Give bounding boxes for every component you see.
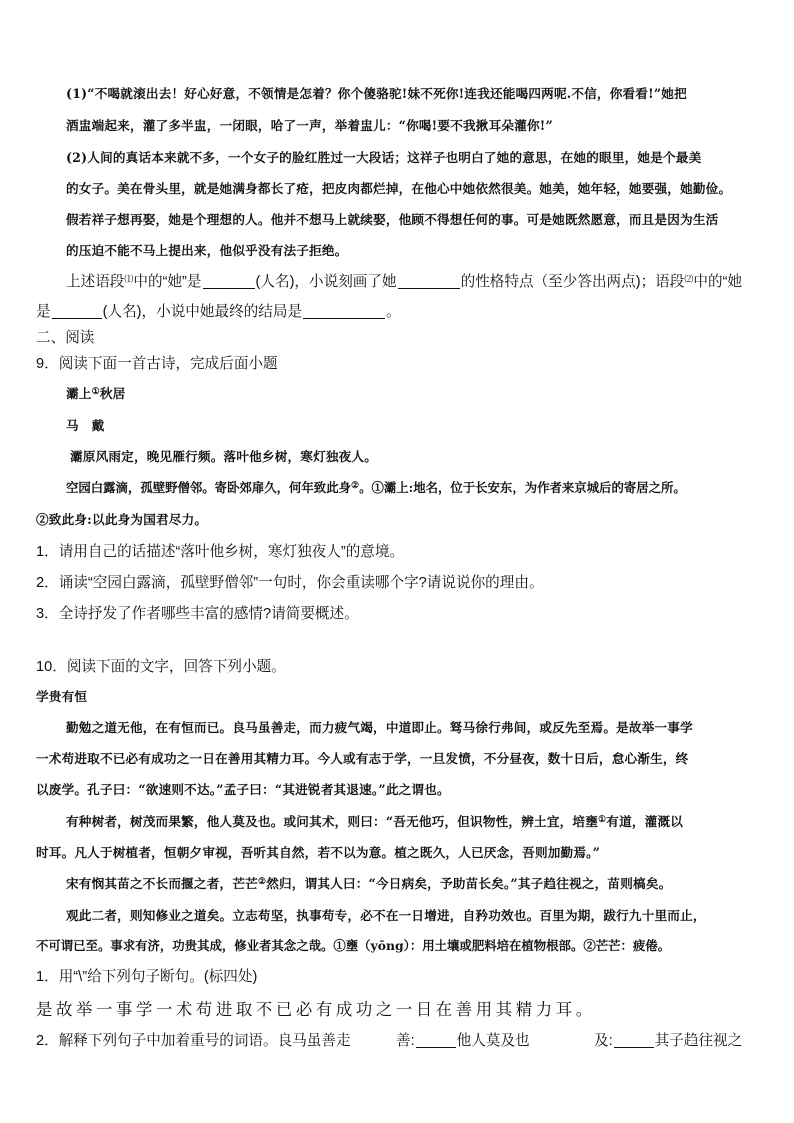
question-10-sub-1: 1．用“\”给下列句子断句。(标四处) xyxy=(36,969,258,985)
essay-line-7: 观此二者，则知修业之道矣。立志苟坚，执事苟专，必不在一日增进，自矜功效也。百里为期，跋行九十里而止， xyxy=(66,908,706,923)
footnote-ref: ② xyxy=(350,481,360,491)
punctuation-sentence: 是故举一事学一术苟进取不已必有成功之一日在善用其精力耳。 xyxy=(36,1000,596,1019)
question-8-text: (人名)，小说中她最终的结局是 xyxy=(102,304,303,320)
question-8-text: 上述语段 xyxy=(66,274,125,290)
question-8-text: 是 xyxy=(36,304,51,320)
answer-blank[interactable] xyxy=(52,304,102,319)
word-explain-ji xyxy=(594,1029,742,1050)
question-9-title: 9．阅读下面一首古诗，完成后面小题 xyxy=(36,356,278,372)
question-10-title: 10．阅读下面的文字，回答下列小题。 xyxy=(36,659,286,675)
question-8-text: (人名)，小说刻画了她 xyxy=(255,274,397,290)
passage-2-line-3: 假若祥子想再娶，她是个理想的人。他并不想马上就续娶，他顾不得想任何的事。可是她既然愿意，而且是因为生活 xyxy=(66,212,719,227)
poem-title-text: 秋居 xyxy=(99,386,126,401)
passage-2-line-2: 的女子。美在骨头里，就是她满身都长了疮，把皮肉都烂掉，在他心中她依然很美。她美，她年轻，她要强，她勤俭。 xyxy=(66,181,732,196)
question-8-text: 中的“她”是 xyxy=(133,274,202,290)
essay-title: 学贵有恒 xyxy=(36,689,88,704)
essay-line-4 xyxy=(66,811,683,830)
question-8-text: 中的“她 xyxy=(693,274,743,290)
section-title: 二、阅读 xyxy=(36,330,95,346)
word-explain-shan xyxy=(396,1029,530,1050)
word-context: 其子趋往视之 xyxy=(654,1033,743,1049)
paragraph-ref: ⑴ xyxy=(124,274,134,284)
question-9-sub-2: 2．诵读“空园白露滴，孤壁野僧邻”一句时，你会重读哪个字?请说说你的理由。 xyxy=(36,575,544,591)
poem-text: 。①灞上:地名，位于长安东，为作者来京城后的寄居之所。 xyxy=(359,480,686,495)
word-label: 及: xyxy=(594,1033,613,1049)
question-10-sub-2: 2．解释下列句子中加着重号的词语。良马虽善走 xyxy=(36,1033,351,1049)
question-8-line-2 xyxy=(36,300,401,321)
passage-1-line-2: 酒盅端起来，灌了多半盅，一闭眼，哈了一声，举着盅儿：“你喝!要不我揪耳朵灌你!” xyxy=(66,118,553,133)
essay-line-6 xyxy=(66,873,671,892)
footnote-ref: ① xyxy=(598,815,607,825)
footnote-ref: ② xyxy=(257,877,267,887)
question-8-text: 。 xyxy=(386,304,401,320)
essay-line-1: 勤勉之道无他，在有恒而已。良马虽善走，而力疲气竭，中道即止。驽马徐行弗间，或反先至焉。是故举一事学 xyxy=(66,720,693,735)
word-label: 善: xyxy=(396,1033,415,1049)
passage-2-line-1: (2)人间的真话本来就不多，一个女子的脸红胜过一大段话；这祥子也明白了她的意思，在她的眼里，她是个最美 xyxy=(66,150,702,165)
passage-1-line-1: (1)“不喝就滚出去！好心好意，不领情是怎着？你个傻骆驼!妹不死你!连我还能喝四两呢.不信，你看看!”她把 xyxy=(66,86,687,101)
essay-text: 宋有悯其苗之不长而揠之者，芒芒 xyxy=(66,876,258,891)
answer-blank[interactable] xyxy=(203,274,255,289)
poem-line-1: 灞原风雨定，晚见雁行频。落叶他乡树，寒灯独夜人。 xyxy=(70,449,378,464)
answer-blank[interactable] xyxy=(303,304,385,319)
essay-text: 有种树者，树茂而果繁，他人莫及也。或问其术，则曰：“吾无他巧，但识物性，辨土宜，培壅 xyxy=(66,814,598,829)
poem-note-2: ②致此身:以此身为国君尽力。 xyxy=(36,512,208,527)
essay-line-5: 时耳。凡人于树植者，恒朝夕审视，吾听其自然，若不以为意。植之既久，人已厌念，吾则加勤焉。” xyxy=(36,845,601,860)
passage-2-line-4: 的压迫不能不马上提出来，他似乎没有法子拒绝。 xyxy=(66,243,348,258)
essay-line-2: 一术苟进取不已必有成功之一日在善用其精力耳。今人或有志于学，一旦发愤，不分昼夜，数十日后，怠心渐生，终 xyxy=(36,751,689,766)
question-8-text: 的性格特点（至少答出两点)；语段 xyxy=(460,274,685,290)
poem-text: 空园白露滴，孤壁野僧邻。寄卧郊扉久，何年致此身 xyxy=(66,480,351,495)
answer-blank[interactable] xyxy=(614,1033,654,1048)
paragraph-ref: ⑵ xyxy=(684,274,694,284)
poem-title xyxy=(66,383,125,402)
question-9-sub-1: 1．请用自己的话描述“落叶他乡树，寒灯独夜人”的意境。 xyxy=(36,544,405,560)
footnote-ref: ① xyxy=(91,387,100,397)
poem-author: 马 戴 xyxy=(66,418,105,433)
question-8-line-1 xyxy=(66,270,742,291)
essay-text: 有道，灌溉以 xyxy=(606,814,684,829)
answer-blank[interactable] xyxy=(398,274,460,289)
essay-line-3: 以废学。孔子曰：“欲速则不达。”孟子曰：“其进锐者其退速。”此之谓也。 xyxy=(36,782,450,797)
poem-title-text: 灞上 xyxy=(66,386,92,401)
question-9-sub-3: 3．全诗抒发了作者哪些丰富的感情?请简要概述。 xyxy=(36,606,359,622)
answer-blank[interactable] xyxy=(416,1033,456,1048)
poem-line-2 xyxy=(66,478,686,496)
essay-line-8: 不可谓已至。事求有济，功贵其成，修业者其念之哉。①壅（yōng）：用土壤或肥料培在植物根部。②芒芒：疲倦。 xyxy=(36,938,671,953)
word-context: 他人莫及也 xyxy=(456,1033,530,1049)
essay-text: 然归，谓其人曰：“今日病矣，予助苗长矣。”其子趋往视之，苗则槁矣。 xyxy=(266,876,672,891)
